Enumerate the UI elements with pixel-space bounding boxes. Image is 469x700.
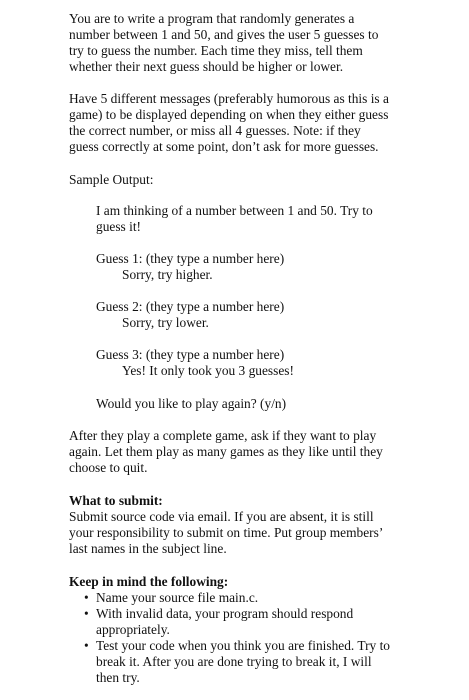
sample-prompt-line: I am thinking of a number between 1 and 50. Try to — [96, 203, 373, 218]
intro-line: whether their next guess should be higher or lower. — [69, 59, 344, 74]
guess-3-reply: Yes! It only took you 3 guesses! — [122, 363, 294, 378]
guess-1-reply: Sorry, try higher. — [122, 267, 213, 282]
guess-2-reply: Sorry, try lower. — [122, 315, 209, 330]
sample-output-heading: Sample Output: — [69, 172, 154, 187]
messages-line: the correct number, or miss all 4 guesses. Note: if they — [69, 123, 361, 138]
intro-line: number between 1 and 50, and gives the user 5 guesses to — [69, 27, 379, 42]
submit-line: your responsibility to submit on time. Put group members’ — [69, 525, 384, 540]
list-item-line: break it. After you are done trying to break it, I will — [96, 654, 372, 669]
keep-in-mind-heading: Keep in mind the following: — [69, 574, 229, 589]
guess-1-label: Guess 1: (they type a number here) — [96, 251, 285, 266]
list-item-line: With invalid data, your program should respond — [96, 606, 354, 621]
list-item-line: Name your source file main.c. — [96, 590, 259, 605]
after-line: again. Let them play as many games as they like until they — [69, 444, 383, 459]
after-line: choose to quit. — [69, 460, 148, 475]
bullet-icon: • — [84, 638, 89, 653]
list-item-line: then try. — [96, 670, 140, 685]
list-item-line: appropriately. — [96, 622, 170, 637]
after-line: After they play a complete game, ask if they want to play — [69, 428, 377, 443]
messages-line: guess correctly at some point, don’t ask for more guesses. — [69, 139, 379, 154]
sample-prompt-line: guess it! — [96, 219, 142, 234]
list-item-line: Test your code when you think you are finished. Try to — [96, 638, 390, 653]
what-to-submit-heading: What to submit: — [69, 493, 163, 508]
bullet-icon: • — [84, 606, 89, 621]
intro-line: You are to write a program that randomly generates a — [69, 11, 355, 26]
guess-2-label: Guess 2: (they type a number here) — [96, 299, 285, 314]
intro-line: try to guess the number. Each time they miss, tell them — [69, 43, 363, 58]
submit-line: last names in the subject line. — [69, 541, 227, 556]
submit-line: Submit source code via email. If you are absent, it is still — [69, 509, 374, 524]
messages-line: game) to be displayed depending on when they either guess — [69, 107, 389, 122]
bullet-icon: • — [84, 590, 89, 605]
play-again-prompt: Would you like to play again? (y/n) — [96, 396, 287, 411]
guess-3-label: Guess 3: (they type a number here) — [96, 347, 285, 362]
messages-line: Have 5 different messages (preferably humorous as this is a — [69, 91, 389, 106]
